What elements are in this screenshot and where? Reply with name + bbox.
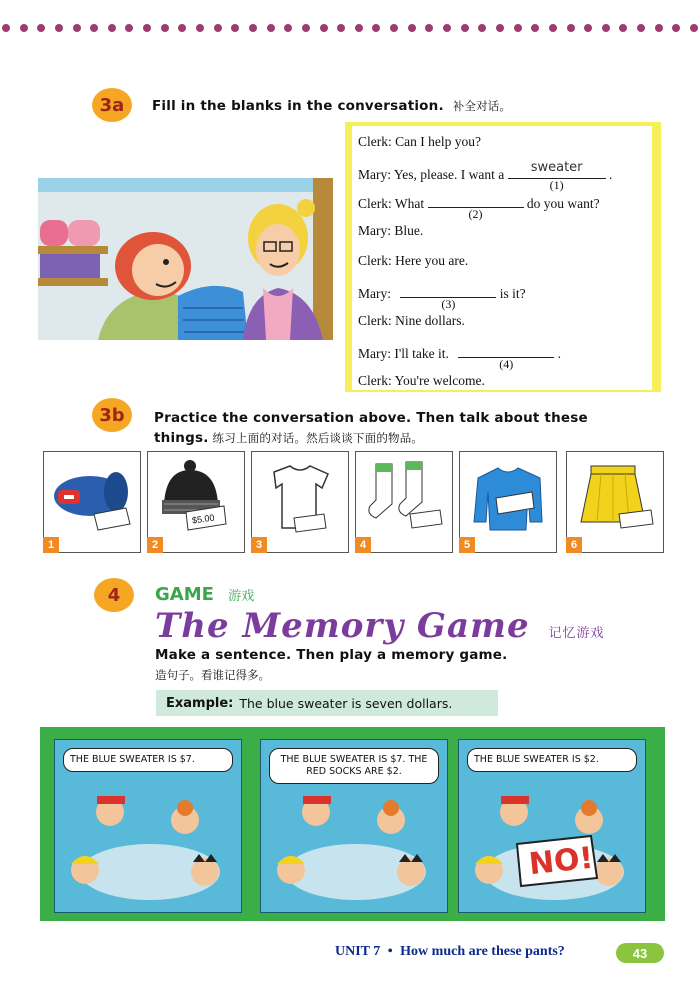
line-text: . xyxy=(557,346,562,361)
line-text: is it? xyxy=(499,286,526,301)
border-dot xyxy=(602,24,610,32)
border-dot xyxy=(125,24,133,32)
kids-illustration xyxy=(55,780,241,912)
line-text: Nine dollars. xyxy=(395,313,465,328)
speaker: Mary: xyxy=(358,346,391,361)
dialog-line-5 xyxy=(358,253,468,269)
border-dot xyxy=(284,24,292,32)
border-dot xyxy=(549,24,557,32)
line-text: What xyxy=(394,196,425,211)
border-dot xyxy=(672,24,680,32)
border-dot xyxy=(584,24,592,32)
blank-2[interactable] xyxy=(428,193,524,221)
comic-panel-3 xyxy=(458,739,646,913)
section-3b-badge: 3b xyxy=(92,398,132,432)
section-3a-badge: 3a xyxy=(92,88,132,122)
comic-strip xyxy=(40,727,665,921)
border-dot xyxy=(372,24,380,32)
example-bar xyxy=(156,690,498,716)
line-text: Here you are. xyxy=(395,253,469,268)
border-dot xyxy=(161,24,169,32)
dialog-line-9 xyxy=(358,373,485,389)
item-number: 2 xyxy=(147,537,163,553)
border-dot xyxy=(461,24,469,32)
border-dot xyxy=(73,24,81,32)
speaker: Clerk: xyxy=(358,196,392,211)
border-dot xyxy=(337,24,345,32)
border-dot xyxy=(196,24,204,32)
section-4-instruction: Make a sentence. Then play a memory game. xyxy=(155,647,508,663)
blank-number: (3) xyxy=(441,297,456,311)
title-cn: 记忆游戏 xyxy=(548,626,605,641)
blank-number: (4) xyxy=(499,357,514,371)
border-dot xyxy=(214,24,222,32)
example-label: Example: xyxy=(166,695,234,711)
item-number: 1 xyxy=(43,537,59,553)
border-dot xyxy=(320,24,328,32)
game-text: GAME xyxy=(155,584,214,605)
instruction-cn: 练习上面的对话。然后谈谈下面的物品。 xyxy=(212,431,424,445)
border-dot xyxy=(108,24,116,32)
footer-unit-title xyxy=(335,944,565,960)
kids-illustration xyxy=(261,780,447,912)
speaker: Clerk: xyxy=(358,253,392,268)
speaker: Clerk: xyxy=(358,373,392,388)
border-dot xyxy=(143,24,151,32)
unit-label: UNIT 7 xyxy=(335,944,381,959)
border-dot xyxy=(655,24,663,32)
border-dot xyxy=(531,24,539,32)
top-dot-border xyxy=(0,24,700,36)
border-dot xyxy=(443,24,451,32)
border-dot xyxy=(90,24,98,32)
item-number: 5 xyxy=(459,537,475,553)
border-dot xyxy=(267,24,275,32)
border-dot xyxy=(567,24,575,32)
dialog-line-8 xyxy=(358,343,562,371)
blank-1[interactable] xyxy=(508,160,606,192)
example-text: The blue sweater is seven dollars. xyxy=(239,695,453,711)
dialog-line-6 xyxy=(358,283,526,311)
border-dot xyxy=(408,24,416,32)
speaker: Clerk: xyxy=(358,313,392,328)
speech-bubble: THE BLUE SWEATER IS $7. THE RED SOCKS ARE $2. xyxy=(269,748,439,784)
speaker: Mary: xyxy=(358,286,391,301)
blank-number: (2) xyxy=(468,207,483,221)
dialog-line-3 xyxy=(358,193,600,221)
comic-panel-1 xyxy=(54,739,242,913)
bullet: • xyxy=(387,944,393,959)
border-dot xyxy=(690,24,698,32)
line-text: I'll take it. xyxy=(394,346,449,361)
no-shout: NO! xyxy=(527,840,595,883)
item-number: 3 xyxy=(251,537,267,553)
instruction-text: Fill in the blanks in the conversation. xyxy=(152,98,444,114)
item-number: 4 xyxy=(355,537,371,553)
speaker: Mary: xyxy=(358,223,391,238)
border-dot xyxy=(178,24,186,32)
item-socks xyxy=(355,451,453,553)
instruction-text: things. xyxy=(154,430,209,446)
item-skirt xyxy=(566,451,664,553)
unit-title: How much are these pants? xyxy=(400,944,565,959)
line-text: You're welcome. xyxy=(394,373,485,388)
border-dot xyxy=(619,24,627,32)
blank-answer: sweater xyxy=(530,160,583,175)
title-text: The Memory Game xyxy=(155,606,530,646)
memory-game-title xyxy=(155,606,604,646)
game-label xyxy=(155,584,254,605)
border-dot xyxy=(478,24,486,32)
speaker: Clerk: xyxy=(358,134,392,149)
border-dot xyxy=(55,24,63,32)
section-4-badge: 4 xyxy=(94,578,134,612)
hat-price-tag: $5.00 xyxy=(191,512,216,526)
line-text: Can I help you? xyxy=(395,134,481,149)
page-number: 43 xyxy=(616,943,664,963)
blank-number: (1) xyxy=(549,178,564,192)
line-text: do you want? xyxy=(526,196,600,211)
shop-illustration xyxy=(38,178,333,340)
item-number: 6 xyxy=(566,537,582,553)
conversation xyxy=(352,126,652,390)
border-dot xyxy=(20,24,28,32)
dialog-line-1 xyxy=(358,134,481,150)
section-3a-instruction xyxy=(152,98,511,114)
border-dot xyxy=(231,24,239,32)
instruction-cn: 补全对话。 xyxy=(452,99,512,113)
section-4-instruction-cn: 造句子。看谁记得多。 xyxy=(155,670,270,682)
border-dot xyxy=(425,24,433,32)
line-text: Yes, please. I want a xyxy=(393,167,505,182)
border-dot xyxy=(302,24,310,32)
item-sweater xyxy=(459,451,557,553)
line-text: Blue. xyxy=(394,223,424,238)
border-dot xyxy=(2,24,10,32)
item-bag xyxy=(43,451,141,553)
border-dot xyxy=(637,24,645,32)
border-dot xyxy=(37,24,45,32)
line-text: . xyxy=(608,167,613,182)
border-dot xyxy=(496,24,504,32)
border-dot xyxy=(249,24,257,32)
blank-4[interactable] xyxy=(458,343,554,371)
section-3b-instruction xyxy=(154,408,588,448)
item-hat xyxy=(147,451,245,553)
border-dot xyxy=(390,24,398,32)
instruction-line-2 xyxy=(154,428,588,448)
dialog-line-7 xyxy=(358,313,465,329)
dialog-line-4 xyxy=(358,223,423,239)
dialog-line-2 xyxy=(358,160,613,192)
instruction-line-1: Practice the conversation above. Then talk about these xyxy=(154,410,588,426)
border-dot xyxy=(514,24,522,32)
item-tshirt xyxy=(251,451,349,553)
blank-3[interactable] xyxy=(400,283,496,311)
speaker: Mary: xyxy=(358,167,391,182)
speech-bubble: THE BLUE SWEATER IS $2. xyxy=(467,748,637,772)
speech-bubble: THE BLUE SWEATER IS $7. xyxy=(63,748,233,772)
border-dot xyxy=(355,24,363,32)
game-cn: 游戏 xyxy=(228,589,255,604)
comic-panel-2 xyxy=(260,739,448,913)
